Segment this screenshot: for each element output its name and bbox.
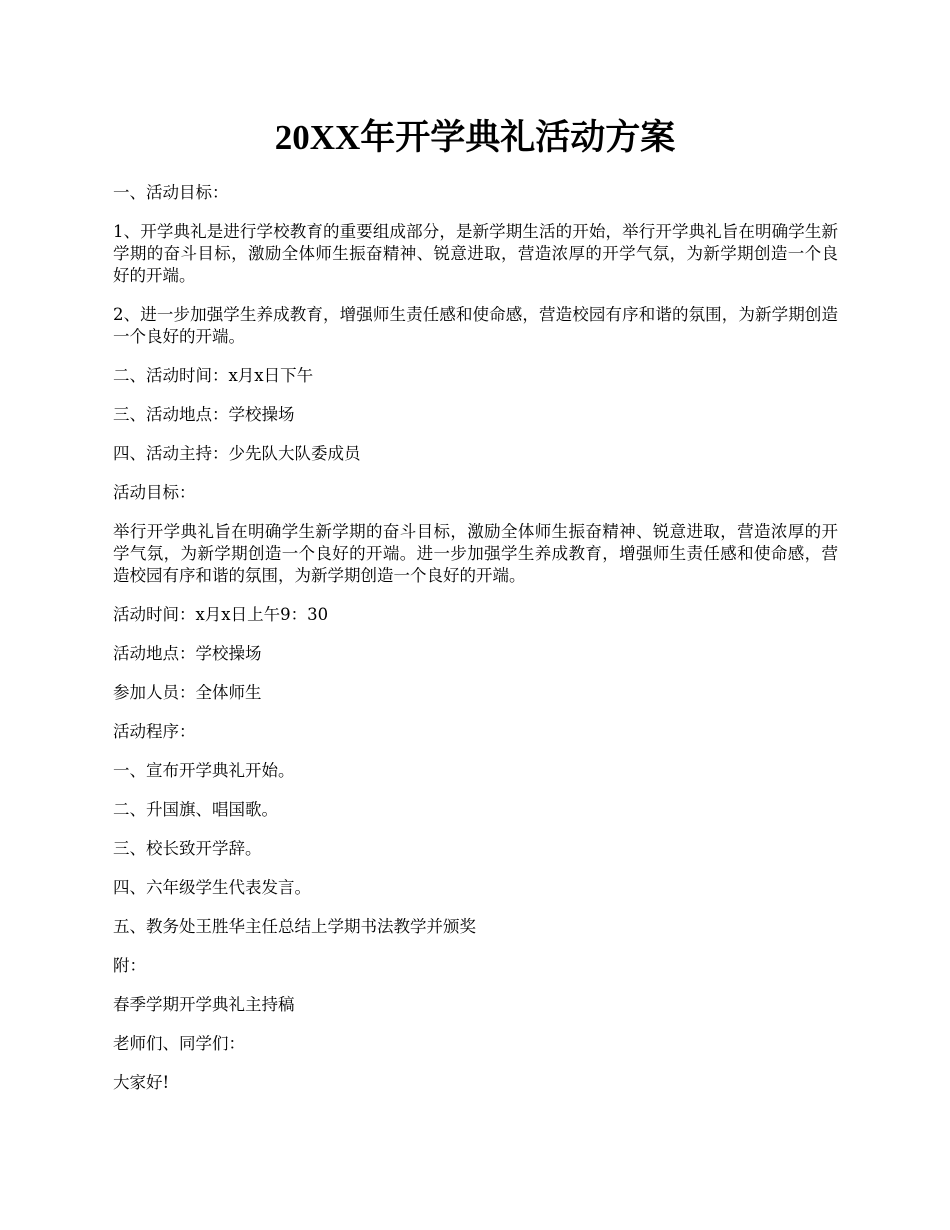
paragraph-program-step-2: 二、升国旗、唱国歌。 <box>113 800 278 819</box>
paragraph-time: 二、活动时间：x月x日下午 <box>113 366 314 385</box>
paragraph-program-step-3: 三、校长致开学辞。 <box>113 839 262 858</box>
document-title: 20XX年开学典礼活动方案 <box>274 118 676 157</box>
paragraph-script-title: 春季学期开学典礼主持稿 <box>113 995 295 1014</box>
paragraph-participants: 参加人员：全体师生 <box>113 683 262 702</box>
paragraph-program-step-5: 五、教务处王胜华主任总结上学期书法教学并颁奖 <box>113 917 476 936</box>
paragraph-goal-1: 1、开学典礼是进行学校教育的重要组成部分，是新学期生活的开始，举行开学典礼旨在明确学生新学期的奋斗目标，激励全体师生振奋精神、锐意进取，营造浓厚的开学气氛，为新学期创造一个良好的开端。 <box>113 222 838 285</box>
paragraph-goals-heading: 一、活动目标： <box>113 183 229 202</box>
paragraph-goals-text: 举行开学典礼旨在明确学生新学期的奋斗目标，激励全体师生振奋精神、锐意进取，营造浓厚的开学气氛，为新学期创造一个良好的开端。进一步加强学生养成教育，增强师生责任感和使命感，营造校园有序和谐的氛围，为新学期创造一个良好的开端。 <box>113 522 838 585</box>
paragraph-program-heading: 活动程序： <box>113 722 196 741</box>
paragraph-host: 四、活动主持：少先队大队委成员 <box>113 444 361 463</box>
paragraph-appendix: 附： <box>113 956 146 975</box>
paragraph-salutation: 老师们、同学们： <box>113 1034 245 1053</box>
paragraph-goals-heading-2: 活动目标： <box>113 483 196 502</box>
paragraph-program-step-4: 四、六年级学生代表发言。 <box>113 878 311 897</box>
paragraph-location-2: 活动地点：学校操场 <box>113 644 262 663</box>
document-body <box>113 182 838 1111</box>
paragraph-goal-2: 2、进一步加强学生养成教育，增强师生责任感和使命感，营造校园有序和谐的氛围，为新学期创造一个良好的开端。 <box>113 305 838 346</box>
paragraph-location: 三、活动地点：学校操场 <box>113 405 295 424</box>
paragraph-program-step-1: 一、宣布开学典礼开始。 <box>113 761 295 780</box>
paragraph-greeting: 大家好! <box>113 1073 170 1092</box>
paragraph-time-2: 活动时间：x月x日上午9：30 <box>113 605 329 624</box>
